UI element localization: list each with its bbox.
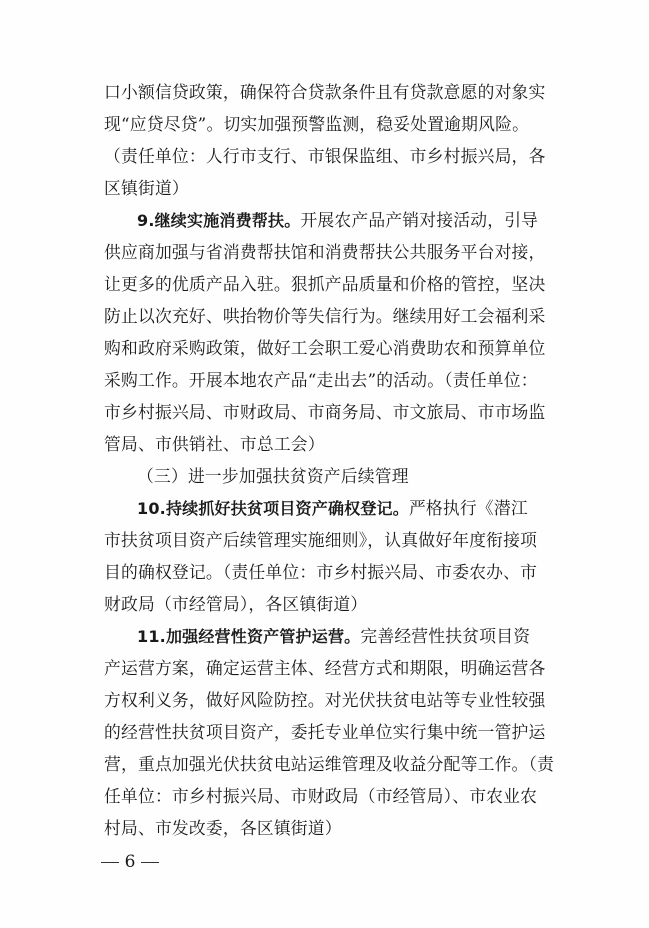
paragraph-line: 采购工作。开展本地农产品“走出去”的活动。（责任单位： <box>104 370 538 390</box>
paragraph-line: 任单位：市乡村振兴局、市财政局（市经管局）、市农业农 <box>104 786 538 806</box>
paragraph-line: 供应商加强与省消费帮扶馆和消费帮扶公共服务平台对接， <box>104 242 546 262</box>
item-10-first-line <box>104 492 556 524</box>
dash-right <box>141 862 159 863</box>
item-9-title: 9.继续实施消费帮扶。 <box>137 211 301 230</box>
paragraph-line: 的经营性扶贫项目资产，委托专业单位实行集中统一管护运 <box>104 722 546 742</box>
item-9-text: 开展农产品产销对接活动，引导 <box>300 210 539 230</box>
paragraph-line: 营，重点加强光伏扶贫电站运维管理及收益分配等工作。（责 <box>104 754 555 774</box>
paragraph-line: 产运营方案，确定运营主体、经营方式和期限，明确运营各 <box>104 658 546 678</box>
item-10-text: 严格执行《潜江 <box>408 498 528 518</box>
paragraph-line: 方权利义务，做好风险防控。对光伏扶贫电站等专业性较强 <box>104 690 546 710</box>
paragraph-line: 现“应贷尽贷”。切实加强预警监测，稳妥处置逾期风险。 <box>104 114 530 134</box>
body-text <box>104 76 556 844</box>
item-9-first-line <box>104 204 556 236</box>
paragraph-line: 市扶贫项目资产后续管理实施细则》，认真做好年度衔接项 <box>104 530 538 550</box>
paragraph-line: 财政局（市经管局），各区镇街道） <box>104 594 368 614</box>
item-10-title: 10.持续抓好扶贫项目资产确权登记。 <box>137 499 409 518</box>
section-heading: （三）进一步加强扶贫资产后续管理 <box>137 466 409 486</box>
paragraph-line: 市乡村振兴局、市财政局、市商务局、市文旅局、市市场监 <box>104 402 546 422</box>
paragraph-line: 目的确权登记。（责任单位：市乡村振兴局、市委农办、市 <box>104 562 538 582</box>
dash-left <box>101 862 119 863</box>
paragraph-line: 村局、市发改委，各区镇街道） <box>104 818 342 838</box>
paragraph-line: 管局、市供销社、市总工会） <box>104 434 325 454</box>
paragraph-line: 让更多的优质产品入驻。狠抓产品质量和价格的管控，坚决 <box>104 274 546 294</box>
item-11-title: 11.加强经营性资产管护运营。 <box>137 627 361 646</box>
paragraph-line: 防止以次充好、哄抬物价等失信行为。继续用好工会福利采 <box>104 306 546 326</box>
page-number <box>0 852 260 872</box>
paragraph-line: 口小额信贷政策，确保符合贷款条件且有贷款意愿的对象实 <box>104 82 546 102</box>
item-11-text: 完善经营性扶贫项目资 <box>360 626 531 646</box>
page-number-value: 6 <box>124 852 136 872</box>
paragraph-line: 区镇街道） <box>104 178 189 198</box>
paragraph-line: （责任单位：人行市支行、市银保监组、市乡村振兴局，各 <box>104 146 546 166</box>
paragraph-line: 购和政府采购政策，做好工会职工爱心消费助农和预算单位 <box>104 338 546 358</box>
item-11-first-line <box>104 620 556 652</box>
